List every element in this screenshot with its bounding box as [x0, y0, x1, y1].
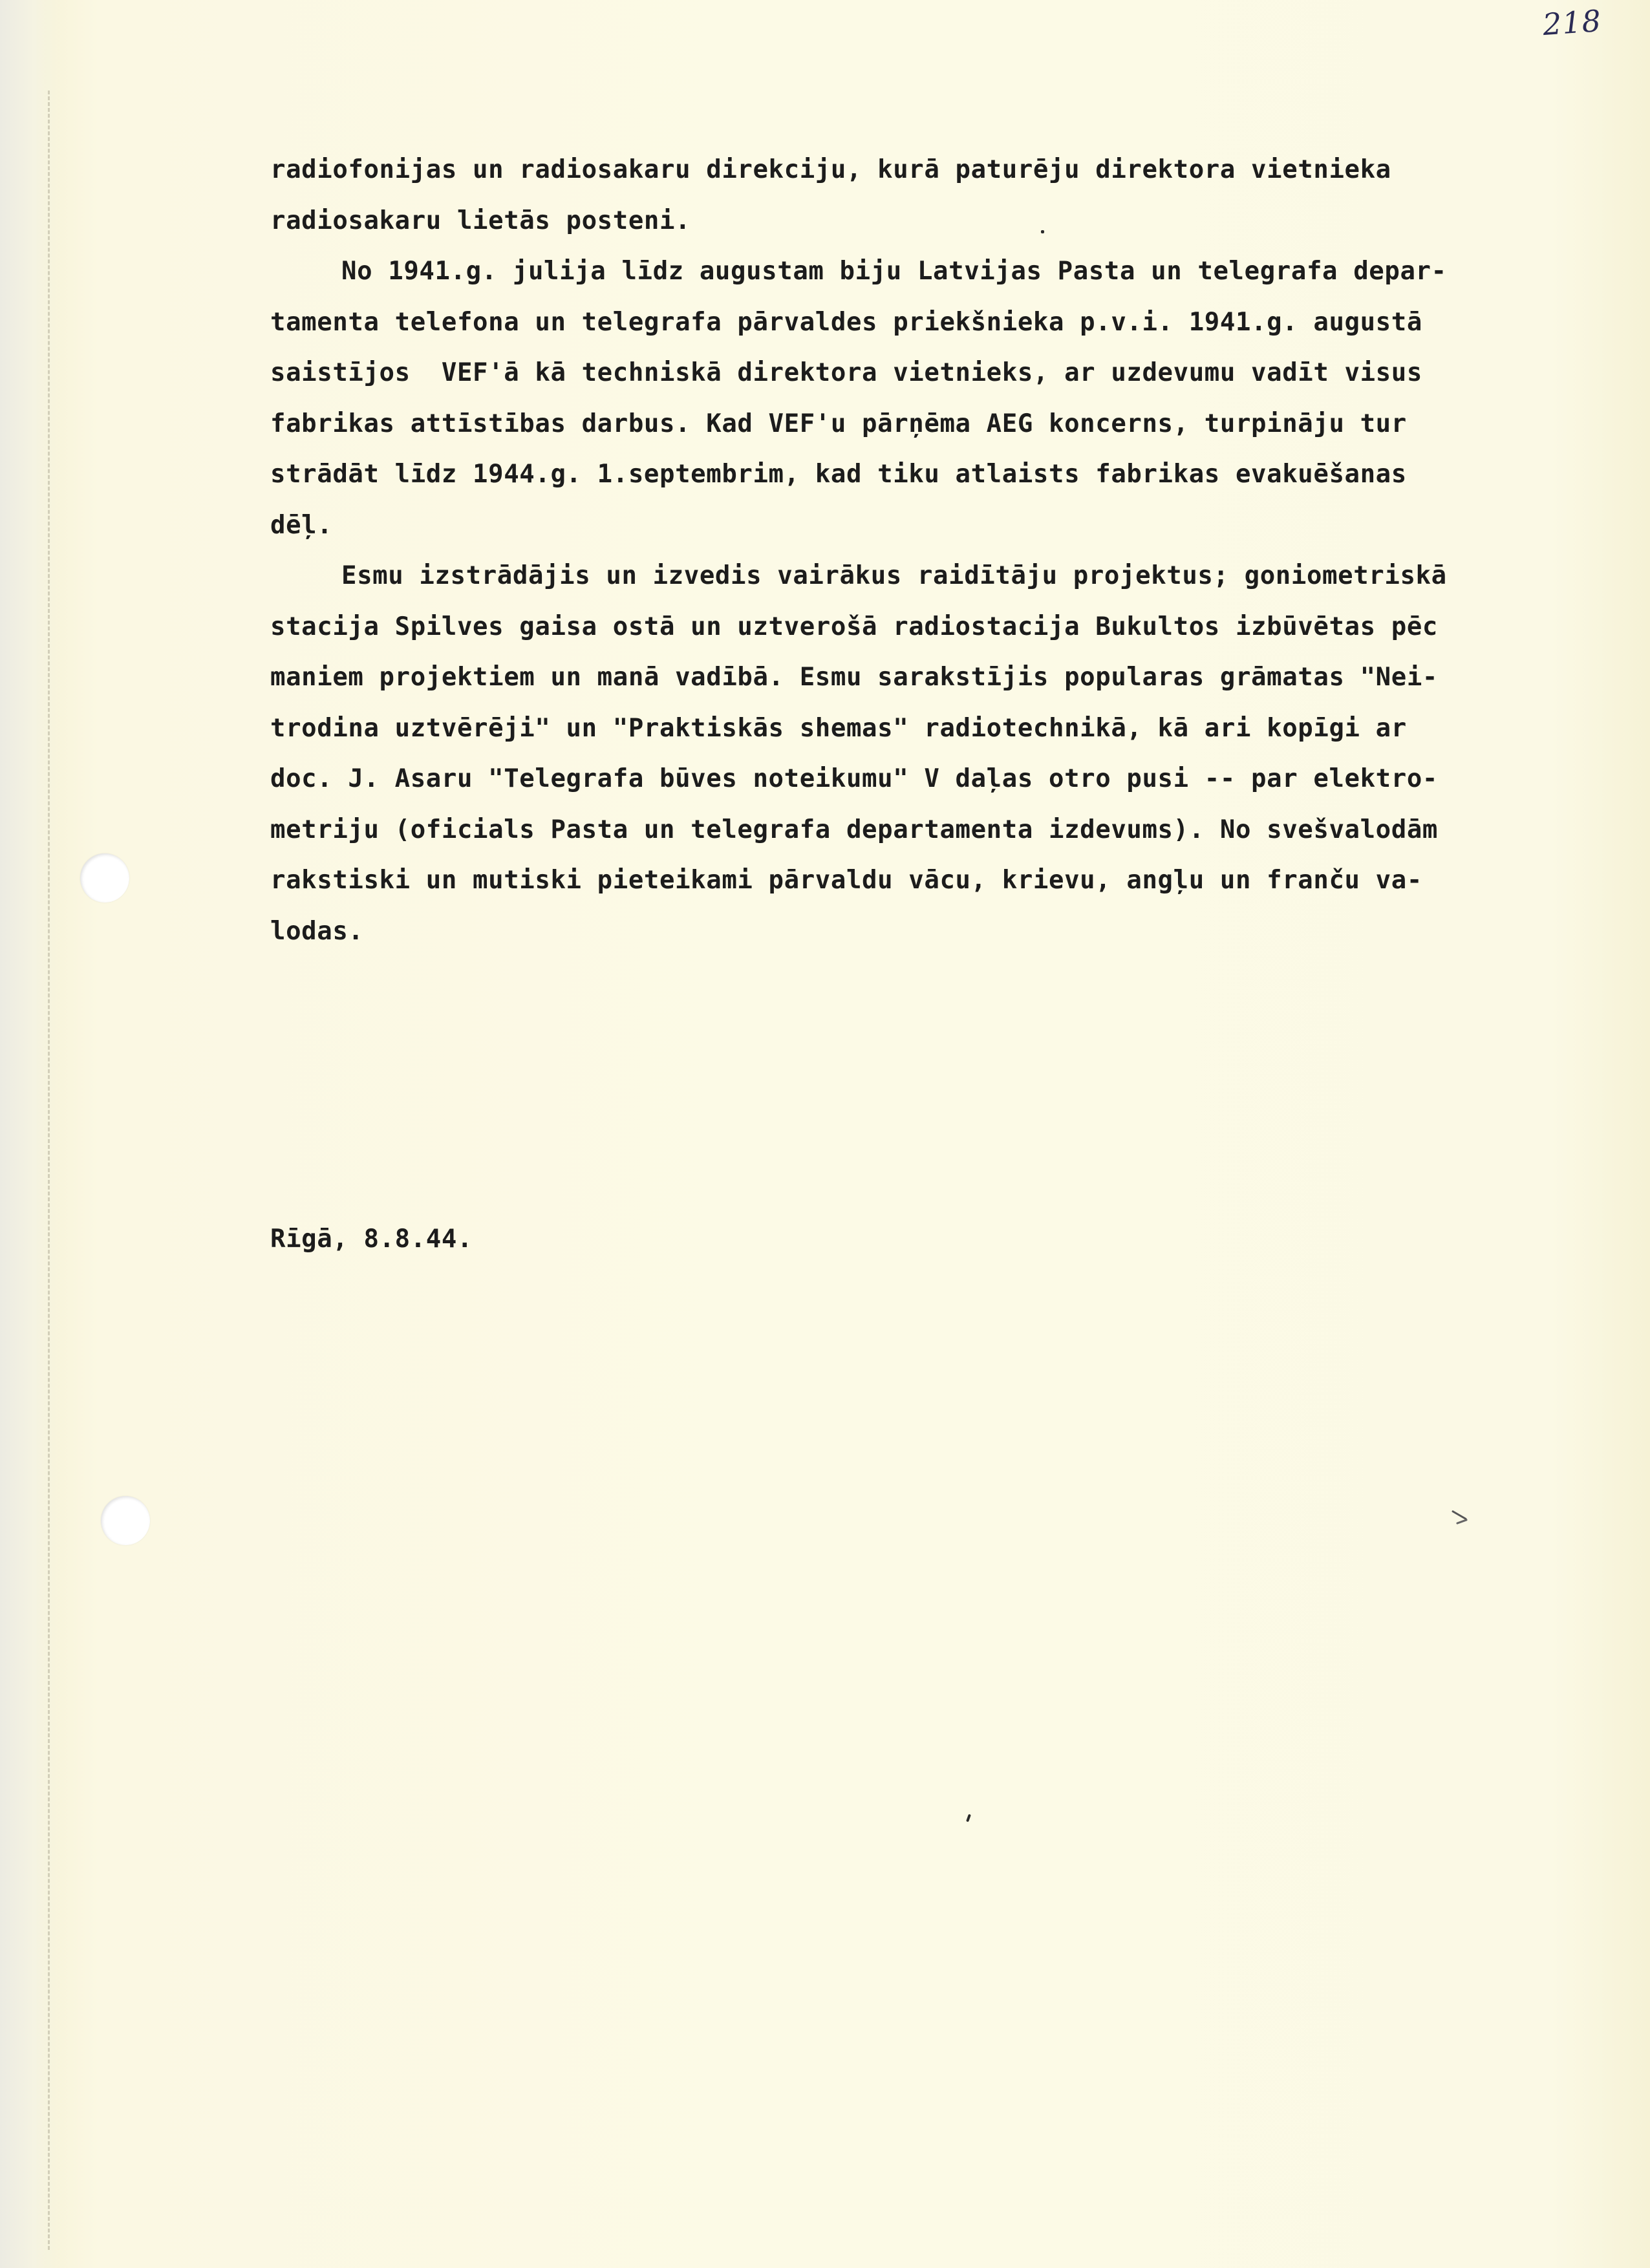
- body-line: radiofonijas un radiosakaru direkciju, kurā paturēju direktora vietnieka: [270, 155, 1391, 184]
- body-line: tamenta telefona un telegrafa pārvaldes priekšnieka p.v.i. 1941.g. augustā: [270, 307, 1422, 337]
- body-line: metriju (oficials Pasta un telegrafa departamenta izdevums). No svešvalodām: [270, 815, 1438, 844]
- punch-hole-upper: [80, 853, 129, 903]
- body-line: lodas.: [270, 916, 364, 946]
- ink-speck: [966, 1814, 971, 1823]
- body-line: Esmu izstrādājis un izvedis vairākus raidītāju projektus; goniometriskā: [341, 561, 1447, 590]
- folio-number: 218: [1541, 3, 1603, 43]
- body-line: No 1941.g. julija līdz augustam biju Latvijas Pasta un telegrafa depar-: [341, 257, 1447, 286]
- pencil-mark: [1456, 1519, 1468, 1524]
- body-line: saistījos VEF'ā kā techniskā direktora vietnieks, ar uzdevumu vadīt visus: [270, 358, 1422, 387]
- body-line: rakstiski un mutiski pieteikami pārvaldu vācu, krievu, angļu un franču va-: [270, 866, 1422, 895]
- punch-hole-lower: [101, 1496, 150, 1545]
- body-line: maniem projektiem un manā vadībā. Esmu sarakstījis popularas grāmatas "Nei-: [270, 663, 1438, 692]
- body-line: fabrikas attīstības darbus. Kad VEF'u pārņēma AEG koncerns, turpināju tur: [270, 409, 1407, 438]
- typed-body: [270, 145, 1589, 957]
- ink-speck: [1041, 230, 1044, 233]
- body-line: radiosakaru lietās posteni.: [270, 206, 691, 235]
- place-date: Rīgā, 8.8.44.: [270, 1225, 473, 1254]
- body-line: dēļ.: [270, 510, 333, 540]
- body-line: doc. J. Asaru "Telegrafa būves noteikumu" V daļas otro pusi -- par elektro-: [270, 764, 1438, 793]
- body-line: strādāt līdz 1944.g. 1.septembrim, kad tiku atlaists fabrikas evakuēšanas: [270, 460, 1407, 489]
- margin-rule: [48, 91, 50, 2250]
- body-line: stacija Spilves gaisa ostā un uztverošā radiostacija Bukultos izbūvētas pēc: [270, 612, 1438, 641]
- body-line: trodina uztvērēji" un "Praktiskās shemas" radiotechnikā, kā ari kopīgi ar: [270, 713, 1407, 743]
